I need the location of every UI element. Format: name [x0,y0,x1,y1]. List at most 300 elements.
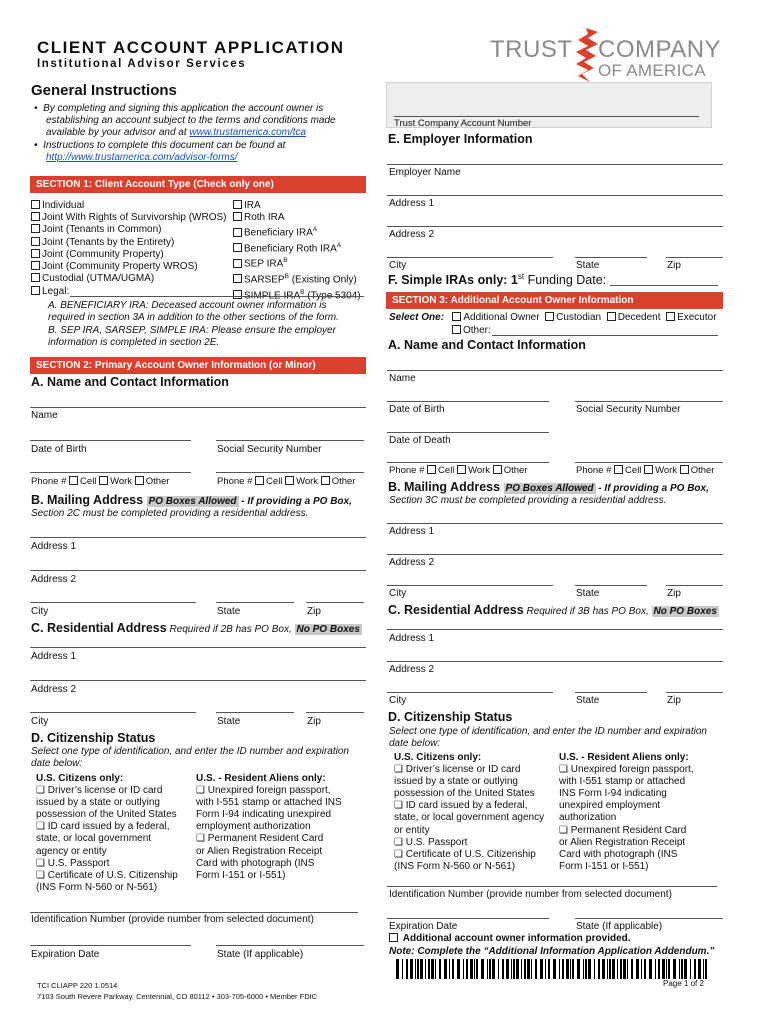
barcode-bar [527,959,530,979]
barcode-bar [402,959,403,979]
barcode-bar [553,959,556,979]
employer-heading: E. Employer Information [388,132,533,146]
barcode-bar [612,959,615,979]
barcode-bar [481,959,484,979]
barcode-bar [449,959,450,979]
s2-res-address2-label: Address 2 [31,684,77,695]
s2-name-field[interactable] [30,407,366,408]
barcode-bar [470,959,473,979]
barcode-bar [513,959,515,979]
s3-res-state-label: State [576,695,600,706]
employer-name-label: Employer Name [389,167,461,178]
barcode-bar [516,959,519,979]
barcode-bar [602,959,605,979]
barcode-bar [690,959,691,979]
s3-phone2-row: Phone # Cell Work Other [576,465,715,476]
s3-dob-label: Date of Birth [389,404,445,415]
footer-address: 7103 South Revere Parkway, Centennial, CO 80112 • 303-705-6000 • Member FDIC [37,992,318,1001]
s3-mail-zip-label: Zip [667,588,681,599]
s2-us-citizens-block: U.S. Citizens only: ❏ Driver’s license or ID card issued by a state or outlying possession of the United States ❏ ID card issued by a federal, state, or local government agency or entity ❏ U.S. Passport ❏ Certificate of U.S. Citizenship (INS Form N-560 or N-561) [36,773,196,894]
citizenship-line: (INS Form N-560 or N-561) [36,881,158,893]
s3-phone2-cell-checkbox[interactable] [614,465,623,474]
account-type-left-list [31,200,227,285]
barcode-bar [562,959,564,979]
s3-res-address1-label: Address 1 [389,633,435,644]
barcode-bar [396,959,399,979]
s2-id-state-field[interactable] [216,945,364,946]
s2-phone1-other-checkbox[interactable] [135,476,144,485]
s2-mail-city-label: City [31,606,49,617]
s2-phone1-field[interactable] [30,472,191,473]
s3-a-heading: A. Name and Contact Information [388,338,586,352]
barcode-bar [594,959,595,979]
s3-decedent-checkbox[interactable] [607,312,616,321]
s3-other-checkbox[interactable] [452,325,461,334]
ira-type-checkbox[interactable] [233,212,242,221]
s2-mail-state-label: State [217,606,241,617]
employer-city-field[interactable] [387,257,553,258]
barcode-bar [636,959,639,979]
s2-ssn-field[interactable] [216,440,364,441]
barcode-bar [474,959,475,979]
employer-state-label: State [576,260,600,271]
barcode-bar [452,959,454,979]
ira-type-option[interactable]: Roth IRA [233,212,361,224]
citizenship-line: ❏ Permanent Resident Card [559,824,687,836]
ira-type-checkbox[interactable] [233,243,242,252]
ira-type-checkbox[interactable] [233,274,242,283]
s2-mail-address2-label: Address 2 [31,574,77,585]
citizenship-line: state, or local government [36,833,152,845]
form-subtitle: Institutional Advisor Services [37,58,247,70]
s3-res-city-label: City [389,695,407,706]
barcode-bar [623,959,626,979]
employer-address1-label: Address 1 [389,198,435,209]
s3-b-heading: B. Mailing Address PO Boxes Allowed - If providing a PO Box, [388,480,709,494]
s3-res-zip-label: Zip [667,695,681,706]
s2-phone1-work-checkbox[interactable] [99,476,108,485]
s3-id-number-label: Identification Number (provide number from selected document) [389,889,672,900]
employer-zip-label: Zip [667,260,681,271]
s3-additional-owner-checkbox[interactable] [452,312,461,321]
s3-c-heading: C. Residential Address Required if 3B has PO Box, No PO Boxes [388,603,717,617]
ira-type-checkbox[interactable] [233,290,242,299]
ira-type-option[interactable]: $SARSEP^B$ (Existing Only) [233,271,361,287]
s3-res-address2-field[interactable] [387,661,723,662]
s2-mail-address1-label: Address 1 [31,541,77,552]
s2-res-address1-field[interactable] [30,647,366,648]
s3-mail-state-field[interactable] [575,585,647,586]
citizenship-line: possession of the United States [394,788,535,800]
citizenship-line: agency or entity [36,845,107,857]
barcode-bar [463,959,464,979]
s3-po-allowed-badge: PO Boxes Allowed [505,483,594,494]
s3-res-zip-field[interactable] [666,692,723,693]
citizenship-line: ❏ ID card issued by a federal, [36,821,170,833]
barcode-bar [431,959,434,979]
barcode-bar [572,959,574,979]
employer-name-field[interactable] [387,164,723,165]
s3-res-address2-label: Address 2 [389,664,435,675]
barcode-bar [598,959,600,979]
s3-select-one-row: Select One: Additional Owner Custodian Decedent Executor [389,312,717,323]
barcode-bar [435,959,436,979]
s2-phone2-other-checkbox[interactable] [321,476,330,485]
account-number-field[interactable] [394,116,699,117]
barcode-bar [521,959,522,979]
s2-phone1-cell-checkbox[interactable] [69,476,78,485]
citizenship-line: unexpired employment [559,800,661,812]
employer-zip-field[interactable] [666,257,723,258]
s3-id-state-field[interactable] [575,918,723,919]
footer-page-number: Page 1 of 2 [663,979,704,988]
s2-no-po-badge: No PO Boxes [296,624,360,635]
s3-mail-city-field[interactable] [387,585,553,586]
s3-dod-label: Date of Death [389,435,451,446]
s3-res-address1-field[interactable] [387,629,723,630]
citizenship-line: with I-551 stamp or attached INS [196,797,342,809]
s2-mail-state-field[interactable] [216,602,294,603]
barcode-bar [457,959,460,979]
ira-type-option[interactable]: Beneficiary $IRA^A$ [233,224,361,240]
employer-address2-label: Address 2 [389,229,435,240]
s2-dob-field[interactable] [30,440,191,441]
barcode-bar [511,959,512,979]
s2-expiration-field[interactable] [30,945,191,946]
barcode-bar [655,959,656,979]
barcode-bar [583,959,584,979]
s3-other-row: Other: [452,325,491,336]
s2-res-zip-field[interactable] [306,712,364,713]
barcode-bar [668,959,670,979]
section2-bar: SECTION 2: Primary Account Owner Information (or Minor) [30,357,366,374]
s3-addendum-note: Note: Complete the “Additional Information Application Addendum.” [389,946,715,957]
employer-state-field[interactable] [575,257,647,258]
ira-type-checkbox[interactable] [233,228,242,237]
barcode-bar [410,959,413,979]
general-instructions-list [34,103,354,164]
barcode-bar [415,959,416,979]
barcode-bar [535,959,537,979]
citizenship-line: ❏ Driver’s license or ID card [36,785,163,797]
barcode-bar [681,959,683,979]
s2-id-state-label: State (If applicable) [217,949,304,960]
barcode-bar [439,959,441,979]
s3-expiration-label: Expiration Date [389,921,458,932]
s3-resident-aliens-block: U.S. - Resident Aliens only: ❏ Unexpired foreign passport, with I-551 stamp or attached INS Form I-94 indicating unexpired employment authorization ❏ Permanent Resident Card or Alien Registration Receipt Card with photograph (INS Form I-151 or I-551) [559,752,723,873]
s3-other-field[interactable] [492,335,718,336]
s2-mail-zip-field[interactable] [306,602,364,603]
s2-mail-address2-field[interactable] [30,570,366,571]
citizenship-line: employment authorization [196,821,311,833]
s3-b-note: Section 3C must be completed providing a residential address. [389,495,667,506]
s2-dob-label: Date of Birth [31,444,87,455]
account-type-checkbox[interactable] [31,261,40,270]
s2-d-heading: D. Citizenship Status [31,731,156,745]
s2-c-heading: C. Residential Address Required if 2B has PO Box, No PO Boxes [31,621,360,635]
employer-address2-field[interactable] [387,226,723,227]
s3-phone1-cell-checkbox[interactable] [427,465,436,474]
s3-phone2-other-checkbox[interactable] [680,465,689,474]
s3-name-field[interactable] [387,370,723,371]
s3-phone1-work-checkbox[interactable] [457,465,466,474]
citizenship-line: state, or local government agency [394,812,545,824]
s2-res-state-field[interactable] [216,712,294,713]
account-type-checkbox[interactable] [31,200,40,209]
barcode-bar [531,959,532,979]
citizenship-line: (INS Form N-560 or N-561) [394,860,516,872]
barcode-bar [417,959,419,979]
simple-ira-funding-date-field[interactable] [610,285,718,286]
s3-d-heading: D. Citizenship Status [388,710,513,724]
employer-city-label: City [389,260,407,271]
trustamerica-link[interactable]: www.trustamerica.com/tca [189,127,307,139]
barcode-bar [466,959,468,979]
legal-option[interactable]: Legal: [31,286,69,297]
form-title: CLIENT ACCOUNT APPLICATION [37,38,345,57]
barcode-bar [666,959,667,979]
account-type-checkbox[interactable] [31,224,40,233]
s2-phone2-field[interactable] [216,472,364,473]
s3-no-po-badge: No PO Boxes [653,606,717,617]
barcode-bar [548,959,550,979]
barcode-bar [705,959,707,979]
section1-notes: A. BENEFICIARY IRA: Deceased account owner information is required in section 3A in addition to the other sections of the form. B. SEP IRA, SARSEP, SIMPLE IRA: Please ensure the employer information is completed in section 2E. [48,300,339,348]
s2-id-number-field[interactable] [30,912,358,913]
account-type-option[interactable]: Joint (Community Property WROS) [31,261,227,273]
barcode-bar [566,959,569,979]
s3-mail-state-label: State [576,588,600,599]
barcode-bar [679,959,680,979]
citizenship-line: Form I-151 or I-551) [196,869,286,881]
section1-bar: SECTION 1: Client Account Type (Check only one) [30,176,366,193]
barcode-bar [662,959,665,979]
barcode-bar [406,959,408,979]
account-type-option[interactable]: Custodial (UTMA/UGMA) [31,273,227,285]
s2-phone2-work-checkbox[interactable] [285,476,294,485]
citizenship-line: Form I-151 or I-551) [559,860,649,872]
s2-res-city-field[interactable] [30,712,196,713]
s2-d-note: Select one type of identification, and enter the ID number and expiration date below: [31,746,349,769]
instruction-item-2: • Instructions to complete this document can be found at http://www.trustamerica.com/advisor-forms/ [34,139,286,163]
barcode-bar [487,959,488,979]
logo-of-america-text: OF AMERICA [598,61,706,80]
barcode-bar [585,959,587,979]
ira-type-option[interactable]: IRA [233,200,361,212]
barcode-bar [588,959,591,979]
barcode-bar [620,959,622,979]
account-type-option[interactable]: Joint With Rights of Survivorship (WROS) [31,212,227,224]
barcode-bar [428,959,430,979]
s2-res-address2-field[interactable] [30,680,366,681]
citizenship-line: with I-551 stamp or attached [559,776,686,788]
barcode-bar [609,959,611,979]
s3-us-citizens-block: U.S. Citizens only: ❏ Driver’s license or ID card issued by a state or outlying possession of the United States ❏ ID card issued by a federal, state, or local government agency or entity ❏ U.S. Passport ❏ Certificate of U.S. Citizenship (INS Form N-560 or N-561) [394,752,558,873]
s2-res-state-label: State [217,716,241,727]
s3-id-number-field[interactable] [387,886,717,887]
citizenship-line: ❏ Driver’s license or ID card [394,764,521,776]
citizenship-line: issued by a state or outlying [394,776,518,788]
s3-phone1-field[interactable] [387,462,549,463]
barcode-bar [627,959,628,979]
s2-b-heading: B. Mailing Address PO Boxes Allowed - If providing a PO Box, [31,493,352,507]
s3-additional-info-row: Additional account owner information provided. [389,933,631,944]
ira-type-checkbox[interactable] [233,200,242,209]
legal-field[interactable] [70,296,364,297]
instruction-item-1: • By completing and signing this application the account owner is establishing an account subject to the terms and conditions made available by your advisor and at www.trustamerica.com/tca [34,103,336,139]
s3-phone1-other-checkbox[interactable] [493,465,502,474]
barcode-bar [607,959,608,979]
citizenship-line: ❏ ID card issued by a federal, [394,800,528,812]
legal-checkbox[interactable] [31,286,40,295]
s3-mail-city-label: City [389,588,407,599]
s3-phone2-work-checkbox[interactable] [644,465,653,474]
barcode-bar [631,959,633,979]
citizenship-line: INS Form I-94 indicating [559,788,667,800]
logo-trust-text: TRUST [490,36,573,63]
ira-type-checkbox[interactable] [233,259,242,268]
citizenship-line: ❏ Permanent Resident Card [196,833,324,845]
barcode-bar [524,959,526,979]
s3-mail-address1-field[interactable] [387,523,723,524]
simple-ira-heading: F. Simple IRAs only: 1st Funding Date: [388,272,607,288]
s2-po-allowed-badge: PO Boxes Allowed [148,496,237,507]
barcode-bar [694,959,696,979]
barcode-bar [506,959,509,979]
barcode-bar [476,959,478,979]
s3-res-state-field[interactable] [575,692,647,693]
s3-phone1-row: Phone # Cell Work Other [389,465,528,476]
citizenship-line: or Alien Registration Receipt [196,845,323,857]
s3-res-city-field[interactable] [387,692,553,693]
barcode-bar [617,959,618,979]
barcode-bar [540,959,543,979]
s3-ssn-label: Social Security Number [576,404,681,415]
s3-d-note: Select one type of identification, and enter the ID number and expiration date below: [389,726,707,749]
s2-phone1-row: Phone # Cell Work Other [31,476,170,487]
barcode-bar [545,959,546,979]
s3-mail-address1-label: Address 1 [389,526,435,537]
ira-type-option[interactable]: SEP $IRA^B$ [233,255,361,271]
s3-dob-field[interactable] [387,401,549,402]
barcode-bar [684,959,687,979]
s3-mail-address2-label: Address 2 [389,557,435,568]
s2-phone2-row: Phone # Cell Work Other [217,476,356,487]
account-type-right-list [233,200,361,302]
s3-name-label: Name [389,373,416,384]
barcode-bar [649,959,652,979]
s2-mail-address1-field[interactable] [30,537,366,538]
footer-form-id: TCI CLIAPP 220 1.0514 [37,981,118,990]
account-type-option[interactable]: Joint (Community Property) [31,249,227,261]
barcode-bar [703,959,704,979]
s3-id-state-label: State (If applicable) [576,921,663,932]
barcode-bar [420,959,423,979]
s3-phone2-field[interactable] [575,462,723,463]
account-type-checkbox[interactable] [31,237,40,246]
citizenship-line: or entity [394,824,430,836]
barcode-bar [641,959,642,979]
barcode-bar [673,959,676,979]
citizenship-line: ❏ Certificate of U.S. Citizenship [394,848,536,860]
citizenship-line: Card with photograph (INS [559,848,678,860]
account-type-option[interactable]: Joint (Tenants by the Entirety) [31,237,227,249]
account-type-checkbox[interactable] [31,273,40,282]
citizenship-line: or Alien Registration Receipt [559,836,686,848]
citizenship-line: ❏ U.S. Passport [394,836,468,848]
s3-custodian-checkbox[interactable] [545,312,554,321]
employer-address1-field[interactable] [387,195,723,196]
section3-bar: SECTION 3: Additional Account Owner Information [386,292,723,309]
barcode-bar [658,959,660,979]
citizenship-line: ❏ Unexpired foreign passport, [559,764,694,776]
s2-mail-city-field[interactable] [30,602,196,603]
barcode-bar [559,959,560,979]
s2-ssn-label: Social Security Number [217,444,322,455]
barcode-bar [489,959,491,979]
account-type-option[interactable]: Joint (Tenants in Common) [31,224,227,236]
s2-res-city-label: City [31,716,49,727]
s3-mail-zip-field[interactable] [666,585,723,586]
barcode-bar [492,959,495,979]
s3-executor-checkbox[interactable] [666,312,675,321]
s3-expiration-field[interactable] [387,918,549,919]
barcode-bar [644,959,646,979]
s3-ssn-field[interactable] [575,401,723,402]
citizenship-line: ❏ Unexpired foreign passport, [196,785,331,797]
citizenship-line: Card with photograph (INS [196,857,315,869]
barcode-bar [577,959,580,979]
account-type-option[interactable]: Individual [31,200,227,212]
advisor-forms-link[interactable]: http://www.trustamerica.com/advisor-forms/ [46,151,238,163]
s2-res-zip-label: Zip [307,716,321,727]
barcode-bar [502,959,504,979]
general-instructions-heading: General Instructions [31,82,177,99]
citizenship-line: ❏ Certificate of U.S. Citizenship [36,869,178,881]
citizenship-line: issued by a state or outlying [36,797,160,809]
barcode-bar [444,959,447,979]
s3-additional-info-checkbox[interactable] [389,933,398,942]
barcode-bar [570,959,571,979]
logo-company-text: COMPANY [598,36,722,63]
ira-type-option[interactable]: Beneficiary Roth $IRA^A$ [233,240,361,256]
citizenship-line: authorization [559,812,617,824]
citizenship-line: ❏ U.S. Passport [36,857,110,869]
s2-id-number-label: Identification Number (provide number from selected document) [31,914,314,925]
barcode-bar [498,959,499,979]
s2-b-note: Section 2C must be completed providing a residential address. [31,508,309,519]
s2-phone2-cell-checkbox[interactable] [255,476,264,485]
citizenship-line: Form I-94 indicating unexpired [196,809,332,821]
s3-mail-address2-field[interactable] [387,554,723,555]
company-logo [488,26,728,86]
s2-resident-aliens-block: U.S. - Resident Aliens only: ❏ Unexpired foreign passport, with I-551 stamp or attached INS Form I-94 indicating unexpired employment authorization ❏ Permanent Resident Card or Alien Registration Receipt Card with photograph (INS Form I-151 or I-551) [196,773,366,882]
s2-a-heading: A. Name and Contact Information [31,375,229,389]
s3-dod-field[interactable] [387,432,549,433]
account-type-checkbox[interactable] [31,249,40,258]
ira-type-option[interactable]: SIMPLE $IRA^B$ (Type 5304) [233,287,361,303]
citizenship-line: possession of the United States [36,809,177,821]
account-number-label: Trust Company Account Number [394,118,532,129]
s2-res-address1-label: Address 1 [31,651,77,662]
s2-expiration-label: Expiration Date [31,949,100,960]
barcode-bar [698,959,701,979]
barcode-bar [425,959,426,979]
s2-mail-zip-label: Zip [307,606,321,617]
barcode-icon [396,959,712,979]
s2-name-label: Name [31,410,58,421]
account-type-checkbox[interactable] [31,212,40,221]
